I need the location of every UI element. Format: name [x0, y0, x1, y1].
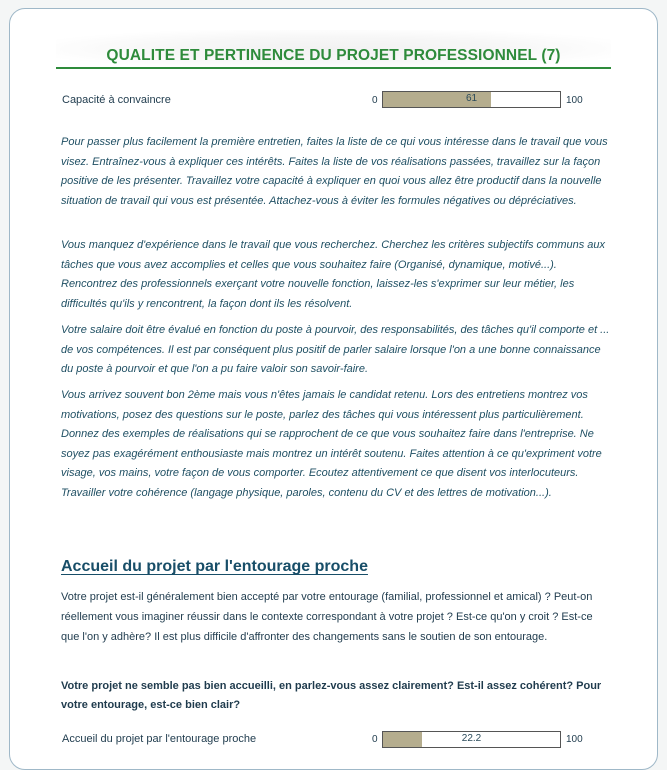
scale-min-label: 0 — [372, 95, 378, 106]
advice-paragraph-3: Votre salaire doit être évalué en fonction du poste à pourvoir, des responsabilités, des tâches qu'il comporte et ... de vos compétences. Il est par conséquent plus positif de parler salaire lorsque l'on a une bonne connaissance du poste à pourvoir et que l'on a pu faire valoir son savoir-faire. — [61, 324, 610, 375]
subsection-warning: Votre projet ne semble pas bien accueilli, en parlez-vous assez clairement? Est-il assez cohérent? Pour votre entourage, est-ce bien clair? — [61, 680, 602, 711]
scale-max-label: 100 — [566, 734, 583, 745]
section-divider — [56, 67, 611, 69]
scale-max-label: 100 — [566, 95, 583, 106]
score-label-capacite: Capacité à convaincre — [62, 94, 171, 106]
advice-paragraph-2: Vous manquez d'expérience dans le travail que vous recherchez. Cherchez les critères subjectifs communs aux tâches que vous avez accomplies et celles que vous souhaitez faire (Organisé, dynamique, motivé...). Rencontrez des professionnels exerçant votre nouvelle fonction, laissez-les s'exprimer sur leur métier, les difficultés qu'ils y rencontrent, la façon dont ils les résolvent. — [61, 239, 606, 310]
advice-paragraph-1: Pour passer plus facilement la première entretien, faites la liste de ce qui vous intéresse dans le travail que vous visez. Entraînez-vous à expliquer ces intérêts. Faites la liste de vos réalisations passées, travaillez sur la façon positive de les présenter. Travaillez votre capacité à expliquer en quoi vous allez être productif dans la nouvelle situation de travail qui vous est présentée. Attachez-vous à éviter les formules négatives ou dépréciatives. — [61, 136, 608, 207]
subsection-title: Accueil du projet par l'entourage proche — [61, 558, 368, 575]
score-bar-value: 22.2 — [461, 733, 482, 744]
subsection-description: Votre projet est-il généralement bien accepté par votre entourage (familial, professionnel et amical) ? Peut-on réellement vous imaginer réussir dans le contexte correspondant à votre projet ? Est-ce qu'on y croit ? Est-ce que l'on y adhère? Il est plus difficile d'affronter des changements sans le soutien de son entourage. — [61, 591, 593, 643]
section-title: QUALITE ET PERTINENCE DU PROJET PROFESSIONNEL (7) — [106, 47, 561, 64]
score-bar-entourage — [382, 731, 561, 748]
score-label-entourage: Accueil du projet par l'entourage proche — [62, 733, 257, 745]
score-bar-value: 61 — [465, 93, 478, 104]
scale-min-label: 0 — [372, 734, 378, 745]
advice-paragraph-4: Vous arrivez souvent bon 2ème mais vous n'êtes jamais le candidat retenu. Lors des entretiens montrez vos motivations, posez des questions sur le poste, parlez des tâches qui vous intéressent plus particulièrement. Donnez des exemples de réalisations qui se rapprochent de ce que vous souhaitez faire dans l'entreprise. Ne soyez pas exagérément enthousiaste mais montrez un intérêt soutenu. Faites attention à ce qu'expriment votre visage, vos mains, votre façon de vous comporter. Ecoutez attentivement ce que disent vos interlocuteurs. Travailler votre cohérence (langage physique, paroles, contenu du CV et des lettres de motivation...). — [61, 389, 602, 499]
score-bar-capacite — [382, 91, 561, 108]
